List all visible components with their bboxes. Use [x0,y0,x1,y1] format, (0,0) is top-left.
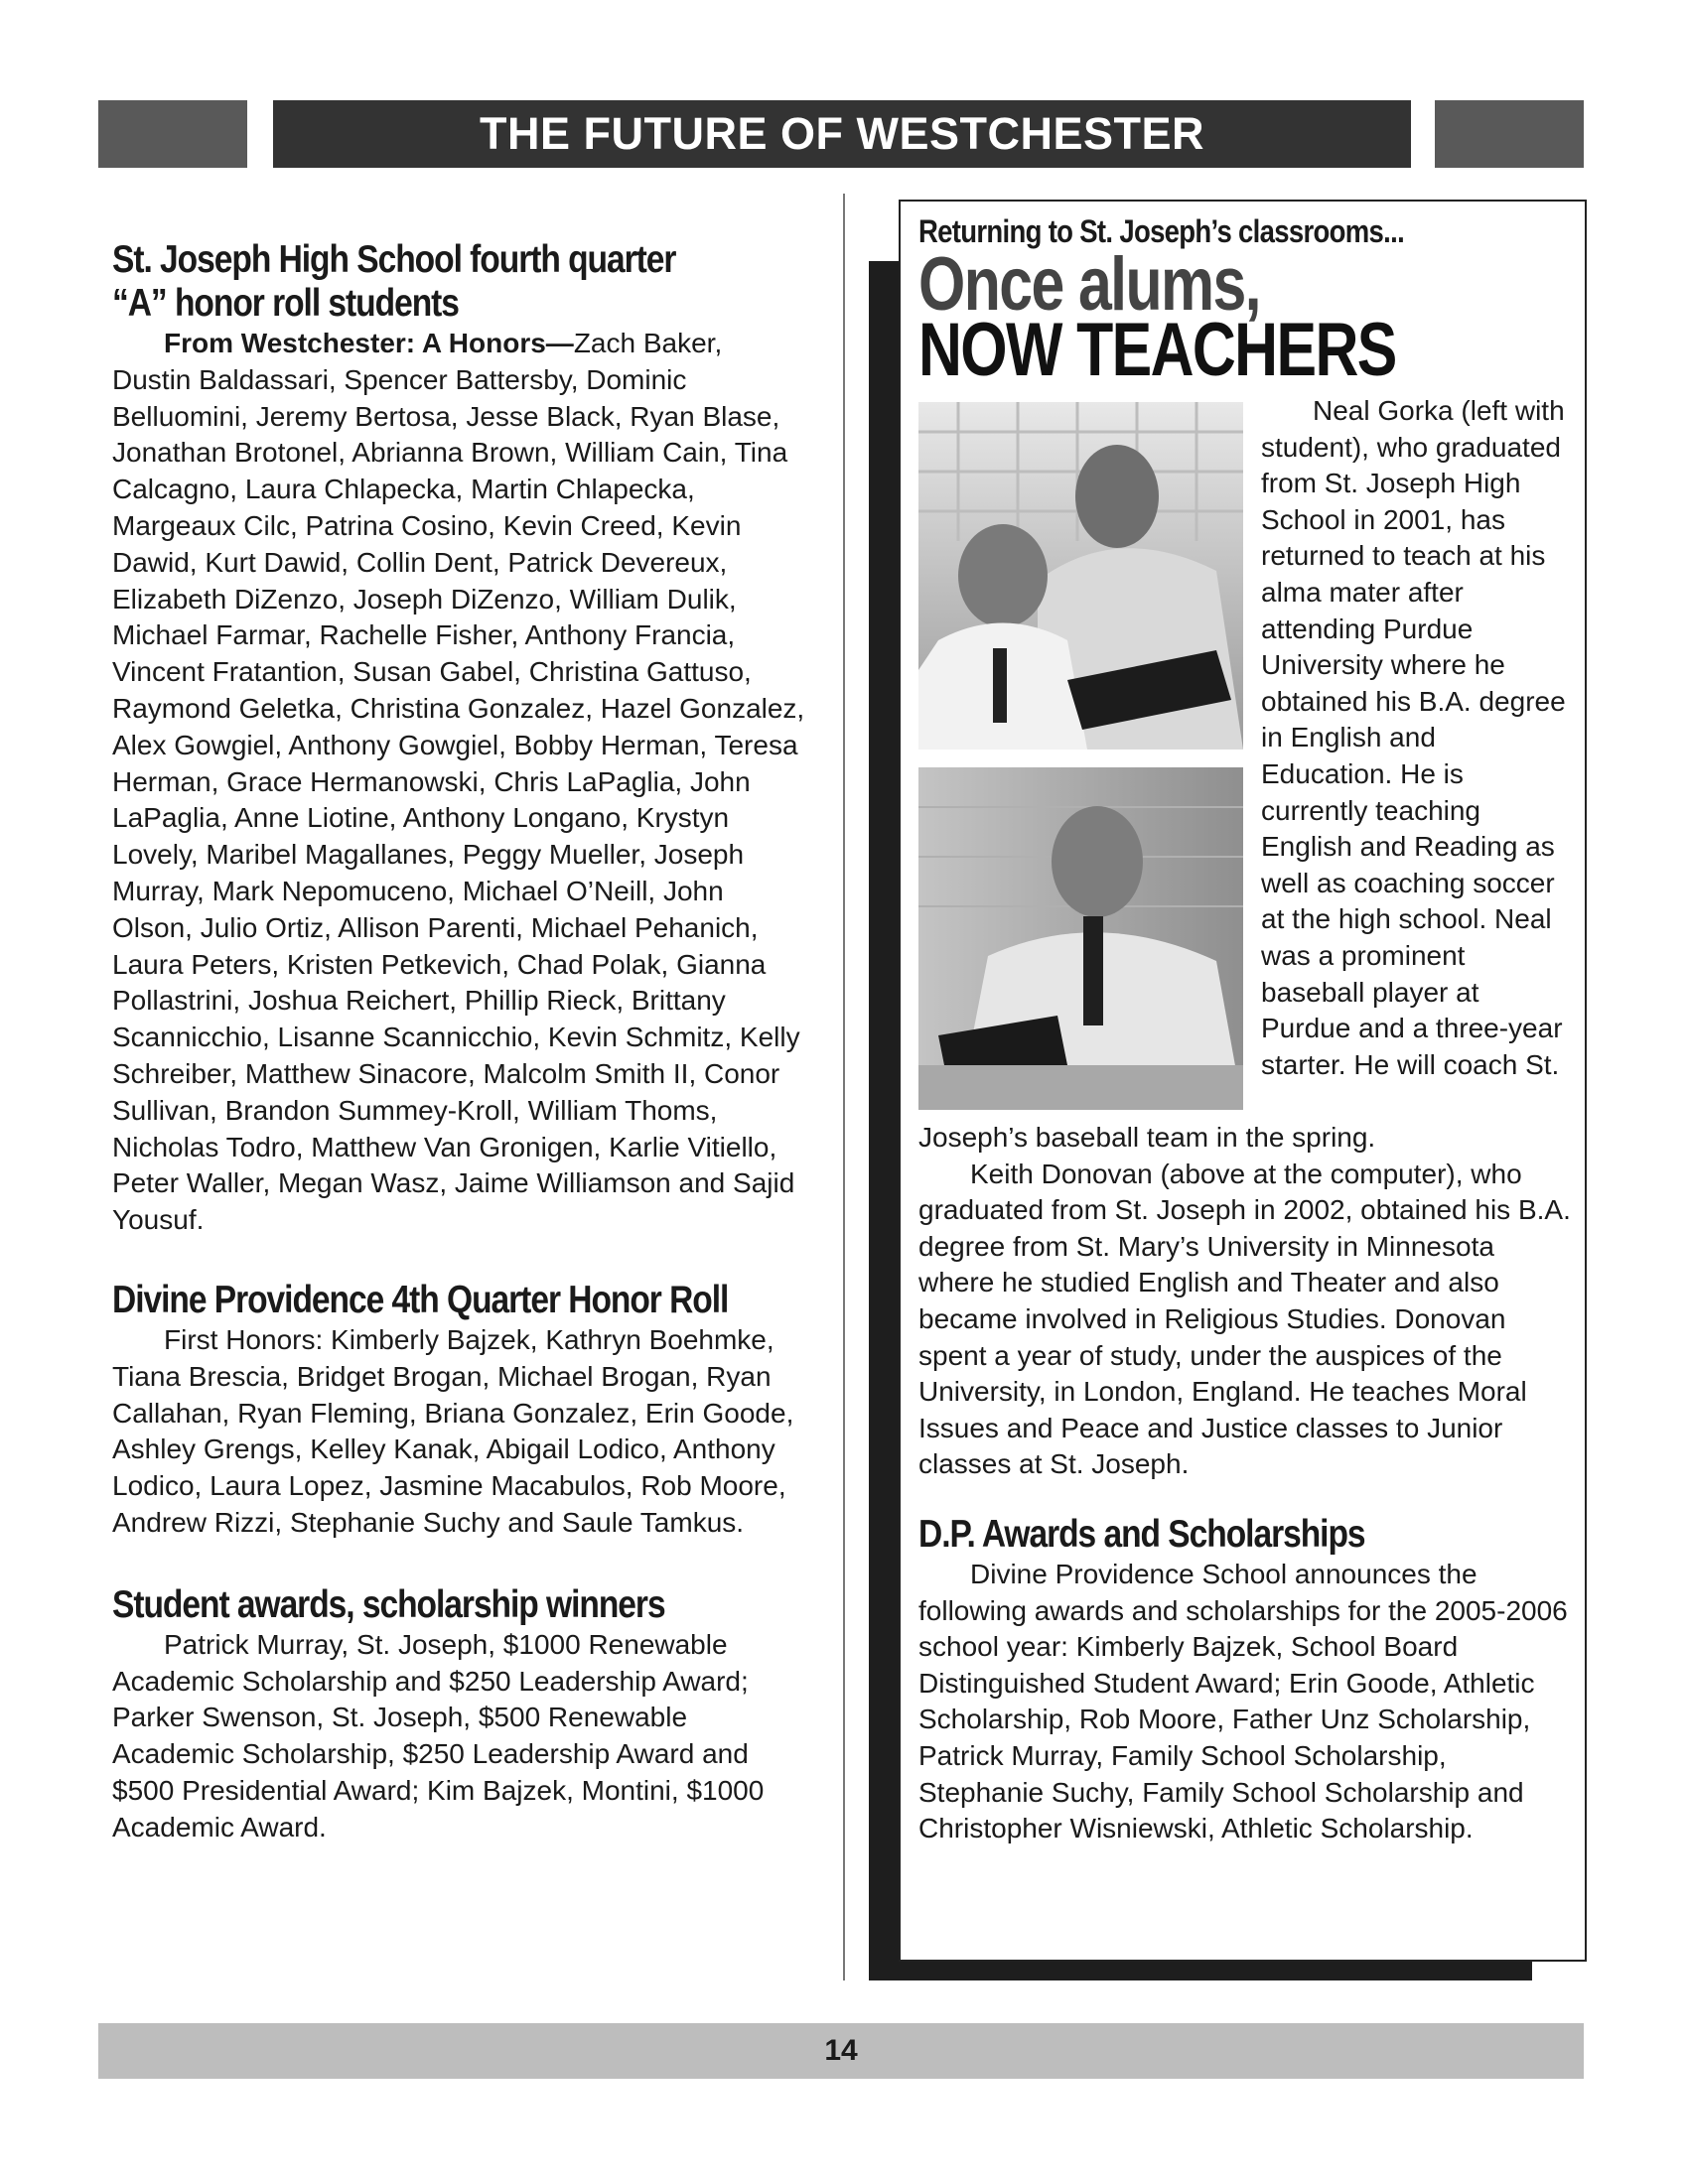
honor-roll-heading-line2: “A” honor roll students [112,282,459,325]
page-number: 14 [98,2023,1584,2079]
sidebar-title-line2: NOW TEACHERS [918,308,1396,392]
sidebar-title-line1: Once alums, [918,242,1260,327]
left-column [112,238,807,1845]
student-awards-paragraph: Patrick Murray, St. Joseph, $1000 Renewable Academic Scholarship and $250 Leadership Award; Parker Swenson, St. Joseph, $500 Renewable Academic Scholarship, $250 Leadership Award and $500 Presidential Award; Kim Bajzek, Montini, $1000 Academic Award. [112,1628,765,1843]
header-band-left [98,100,247,168]
sidebar-kicker: Returning to St. Joseph’s classrooms... [918,213,1405,249]
divine-providence-heading: Divine Providence 4th Quarter Honor Roll [112,1278,729,1321]
honor-roll-paragraph [112,326,807,1239]
divine-providence-paragraph: First Honors: Kimberly Bajzek, Kathryn Boehmke, Tiana Brescia, Bridget Brogan, Michael Brogan, Ryan Callahan, Ryan Fleming, Briana Gonzalez, Erin Goode, Ashley Grengs, Kelley Kanak, Abigail Lodico, Anthony Lodico, Laura Lopez, Jasmine Macabulos, Rob Moore, Andrew Rizzi, Stephanie Suchy and Saule Tamkus. [112,1323,794,1538]
keith-donovan-paragraph: Keith Donovan (above at the computer), who graduated from St. Joseph in 2002, obtained his B.A. degree from St. Mary’s University in Minnesota where he studied English and Theater and also became involved in Religious Studies. Donovan spent a year of study, under the auspices of the University, in London, England. He teaches Moral Issues and Peace and Justice classes to Junior classes at St. Joseph. [918,1158,1571,1480]
sidebar-wrap-column [1261,393,1574,1083]
dp-awards-paragraph: Divine Providence School announces the following awards and scholarships for the 2005-2006 school year: Kimberly Bajzek, School Board Distinguished Student Award; Erin Goode, Athletic Scholarship, Rob Moore, Father Unz Scholarship, Patrick Murray, Family School Scholarship, Stephanie Suchy, Family School Scholarship and Christopher Wisniewski, Athletic Scholarship. [918,1558,1568,1844]
header-band-right [1435,100,1584,168]
page-title: THE FUTURE OF WESTCHESTER [273,100,1411,168]
honor-roll-lead: From Westchester: A Honors— [164,328,574,358]
neal-gorka-paragraph: Neal Gorka (left with student), who graduated from St. Joseph High School in 2001, has returned to teach at his alma mater after attending Purdue University where he obtained his B.A. degree in English and Education. He is currently teaching English and Reading as well as coaching soccer at the high school. Neal was a prominent baseball player at Purdue and a three-year starter. He will coach St. [1261,395,1566,1080]
teacher-at-computer-photo [918,767,1243,1110]
dp-awards-heading: D.P. Awards and Scholarships [918,1512,1365,1556]
honor-roll-heading-line1: St. Joseph High School fourth quarter [112,238,676,281]
teacher-with-student-photo [918,402,1243,750]
student-awards-heading: Student awards, scholarship winners [112,1582,665,1626]
column-divider [843,194,845,1980]
sidebar-body [918,1120,1574,1847]
honor-roll-names: Zach Baker, Dustin Baldassari, Spencer Battersby, Dominic Belluomini, Jeremy Bertosa, Jesse Black, Ryan Blase, Jonathan Brotonel, Abrianna Brown, William Cain, Tina Calcagno, Laura Chlapecka, Martin Chlapecka, Margeaux Cilc, Patrina Cosino, Kevin Creed, Kevin Dawid, Kurt Dawid, Collin Dent, Patrick Devereux, Elizabeth DiZenzo, Joseph DiZenzo, William Dulik, Michael Farmar, Rachelle Fisher, Anthony Francia, Vincent Fratantion, Susan Gabel, Christina Gattuso, Raymond Geletka, Christina Gonzalez, Hazel Gonzalez, Alex Gowgiel, Anthony Gowgiel, Bobby Herman, Teresa Herman, Grace Hermanowski, Chris LaPaglia, John LaPaglia, Anne Liotine, Anthony Longano, Krystyn Lovely, Maribel Magallanes, Peggy Mueller, Joseph Murray, Mark Nepomuceno, Michael O’Neill, John Olson, Julio Ortiz, Allison Parenti, Michael Pehanich, Laura Peters, Kristen Petkevich, Chad Polak, Gianna Pollastrini, Joshua Reichert, Phillip Rieck, Brittany Scannicchio, Lisanne Scannicchio, Kevin Schmitz, Kelly Schreiber, Matthew Sinacore, Malcolm Smith II, Conor Sullivan, Brandon Summey-Kroll, William Thoms, Nicholas Todro, Matthew Van Gronigen, Karlie Vitiello, Peter Waller, Megan Wasz, Jaime Williamson and Sajid Yousuf. [112,328,805,1236]
neal-gorka-paragraph-continued: Joseph’s baseball team in the spring. [918,1122,1376,1153]
